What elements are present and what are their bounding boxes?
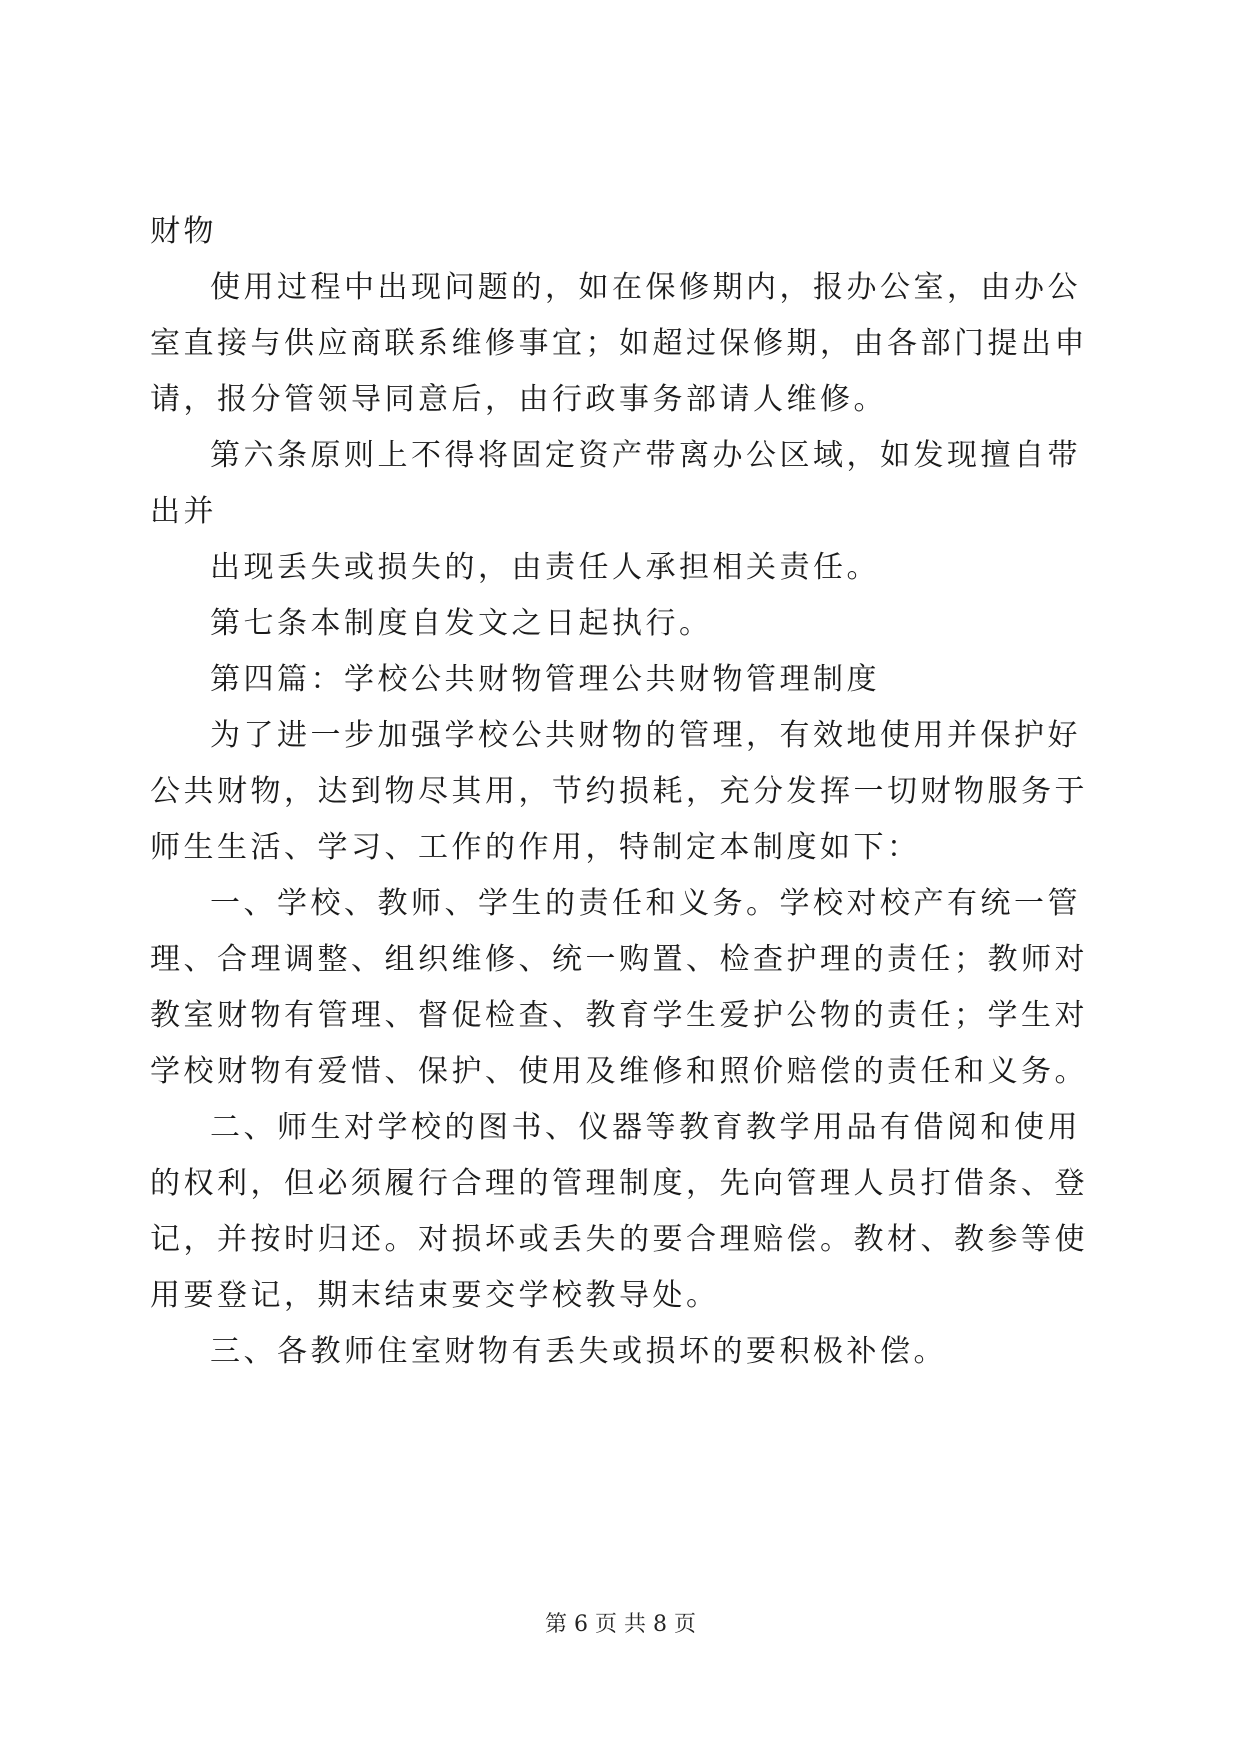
text-line: 使用过程中出现问题的，如在保修期内，报办公室，由办公: [210, 270, 1081, 305]
text-line: 教室财物有管理、督促检查、教育学生爱护公物的责任；学生对: [150, 998, 1088, 1033]
text-line: 三、各教师住室财物有丢失或损坏的要积极补偿。: [210, 1334, 947, 1369]
text-line: 师生生活、学习、工作的作用，特制定本制度如下：: [150, 830, 921, 865]
text-line: 财物: [150, 214, 217, 249]
text-line: 室直接与供应商联系维修事宜；如超过保修期，由各部门提出申: [150, 326, 1088, 361]
section-heading: 第四篇：学校公共财物管理公共财物管理制度: [210, 662, 880, 697]
text-line: 出现丢失或损失的，由责任人承担相关责任。: [210, 550, 880, 585]
text-line: 一、学校、教师、学生的责任和义务。学校对校产有统一管: [210, 886, 1081, 921]
page-number-footer: 第 6 页 共 8 页: [545, 1612, 696, 1637]
text-line: 学校财物有爱惜、保护、使用及维修和照价赔偿的责任和义务。: [150, 1054, 1088, 1089]
text-line: 第六条原则上不得将固定资产带离办公区域，如发现擅自带: [210, 438, 1081, 473]
text-line: 出并: [150, 494, 217, 529]
text-line: 用要登记，期末结束要交学校教导处。: [150, 1278, 720, 1313]
text-line: 第七条本制度自发文之日起执行。: [210, 606, 713, 641]
text-line: 请，报分管领导同意后，由行政事务部请人维修。: [150, 382, 887, 417]
text-line: 理、合理调整、组织维修、统一购置、检查护理的责任；教师对: [150, 942, 1088, 977]
text-line: 的权利，但必须履行合理的管理制度，先向管理人员打借条、登: [150, 1166, 1088, 1201]
text-line: 二、师生对学校的图书、仪器等教育教学用品有借阅和使用: [210, 1110, 1081, 1145]
text-line: 公共财物，达到物尽其用，节约损耗，充分发挥一切财物服务于: [150, 774, 1088, 809]
text-line: 记，并按时归还。对损坏或丢失的要合理赔偿。教材、教参等使: [150, 1222, 1088, 1257]
text-line: 为了进一步加强学校公共财物的管理，有效地使用并保护好: [210, 718, 1081, 753]
